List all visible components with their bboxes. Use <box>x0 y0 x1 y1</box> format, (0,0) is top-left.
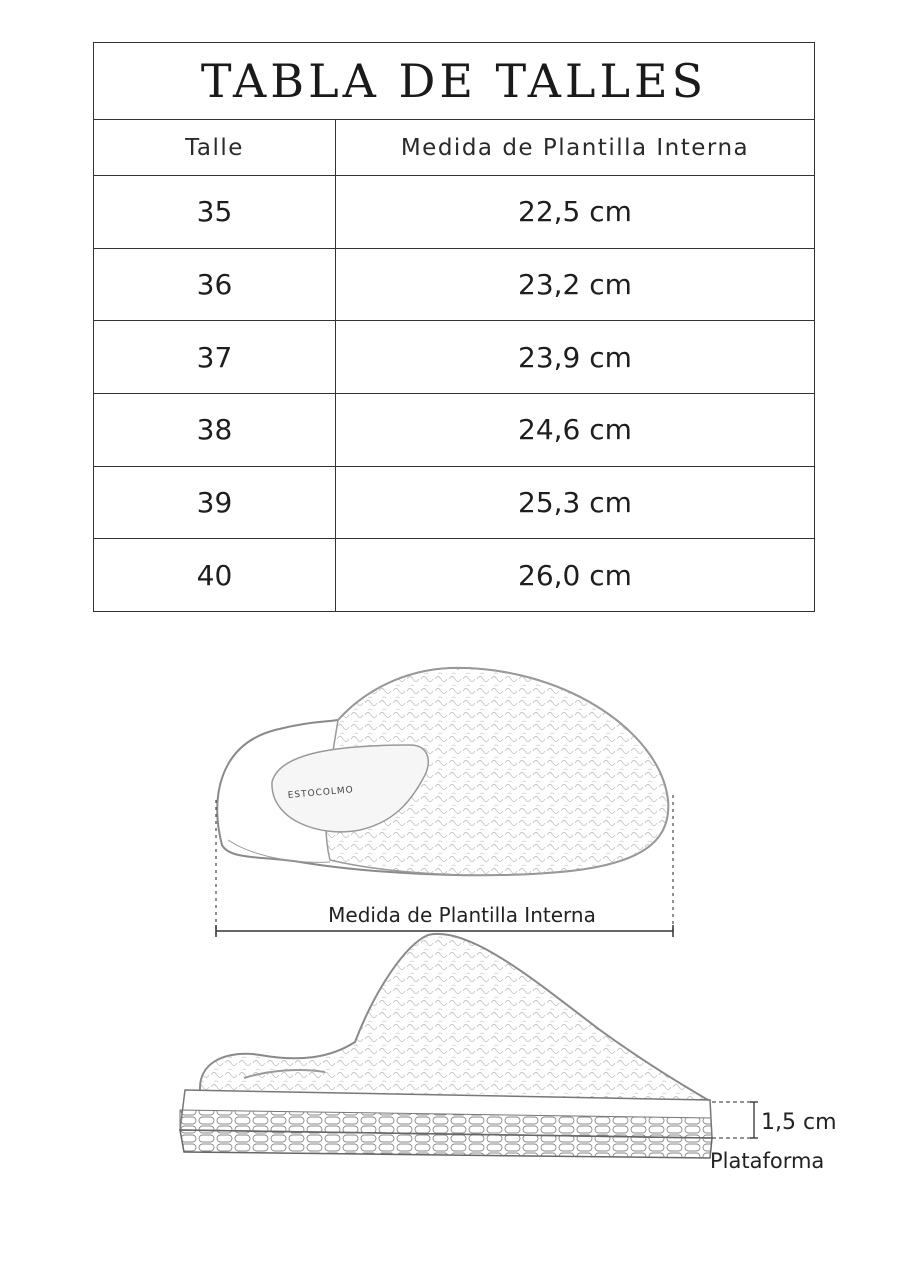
measure-cell: 22,5 cm <box>518 195 632 229</box>
size-cell: 37 <box>196 340 233 374</box>
size-cell: 39 <box>196 486 233 520</box>
size-cell: 38 <box>196 413 233 447</box>
size-cell: 36 <box>196 268 233 301</box>
header-measure: Medida de Plantilla Interna <box>400 134 750 161</box>
insole-brand: ESTOCOLMO <box>287 785 355 801</box>
measure-cell: 24,6 cm <box>518 413 632 447</box>
size-cell: 40 <box>196 558 233 592</box>
platform-label: Plataforma <box>710 1149 825 1173</box>
size-cell: 35 <box>196 195 233 229</box>
header-size: Talle <box>185 134 244 161</box>
measure-cell: 23,2 cm <box>518 268 632 301</box>
platform-indicator <box>710 1102 837 1173</box>
slipper-side-view <box>180 934 712 1158</box>
insole-measure-label: Medida de Plantilla Interna <box>328 903 596 927</box>
platform-height: 1,5 cm <box>761 1110 837 1135</box>
measure-cell: 25,3 cm <box>518 486 632 520</box>
measure-cell: 26,0 cm <box>518 558 632 592</box>
slipper-top-view <box>217 668 668 875</box>
measure-cell: 23,9 cm <box>518 340 632 374</box>
page-title: TABLA DE TALLES <box>200 54 708 108</box>
